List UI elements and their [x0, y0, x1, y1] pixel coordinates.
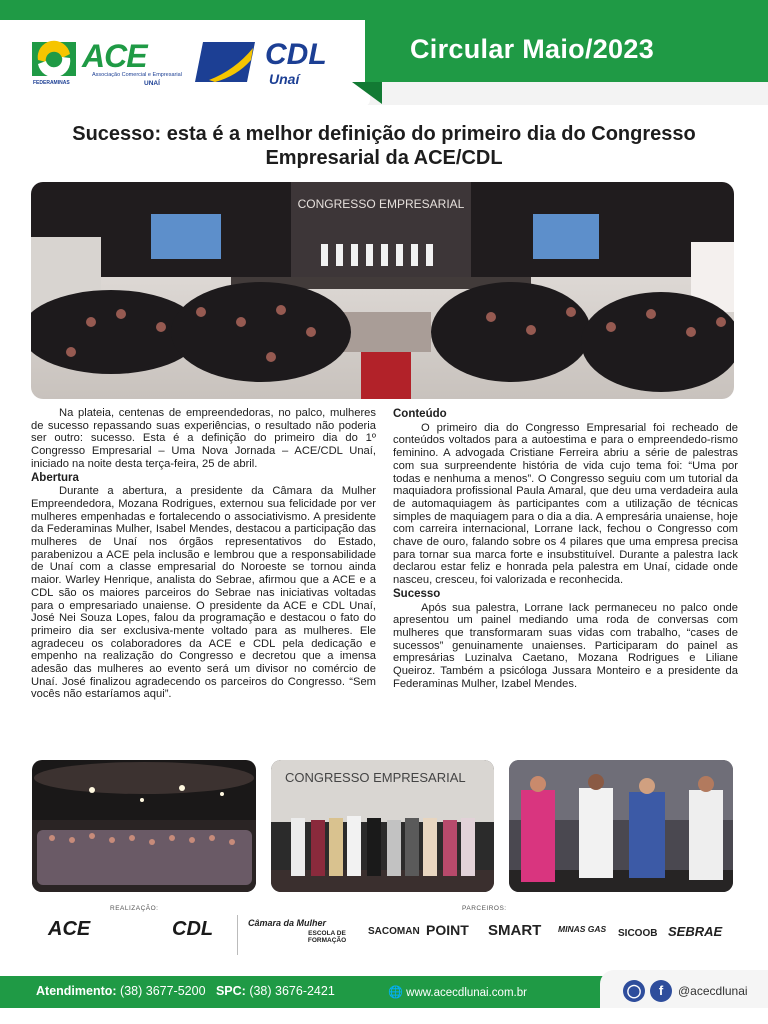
sponsor-ace-logo: ACE: [48, 918, 91, 940]
sponsor-sacoman-logo: SACOMAN: [368, 926, 420, 937]
sponsor-sebrae-logo: SEBRAE: [668, 924, 723, 939]
main-photo-congress-audience: [31, 182, 734, 399]
header-top-stripe: [0, 0, 768, 20]
article-left-column: [31, 407, 376, 701]
main-photo-backdrop-text: CONGRESSO EMPRESARIAL: [297, 197, 465, 211]
sponsor-cdl-logo: CDL: [172, 918, 214, 940]
spc-phone[interactable]: (38) 3676-2421: [249, 984, 335, 998]
cdl-logo: [195, 40, 335, 90]
sponsor-minas-gas-logo: MINAS GAS: [558, 924, 607, 934]
footer-bottom-strip: [0, 1008, 768, 1024]
header-notch: [352, 82, 382, 104]
article-right-column: [393, 407, 738, 690]
cdl-logo-city: Unaí: [269, 71, 300, 87]
sponsor-sicoob-logo: SICOOB: [618, 928, 658, 939]
sucesso-paragraph: Após sua palestra, Lorrane Iack permaneceu no palco onde apresentou um painel mediando uma roda de conversas com mulheres que transformaram suas vidas com trabalho, “cases de sucessos” genuinamente unaienses. Participaram do painel as empresárias Luzinalva Caetano, Mozana Rodrigues e Liliane Queiroz. Também a psicóloga Jussara Monteiro e a presidente da Federaminas Mulher, Izabel Mendes.: [393, 601, 738, 690]
intro-paragraph: Na plateia, centenas de empreendedoras, no palco, mulheres de sucesso repassando suas experiências, o resultado não poderia ser outro: sucesso. Esta é a definição do primeiro dia do 1º Congresso Empresarial – Uma Nova Jornada – ACE/CDL Unaí, iniciado na noite desta terça-feira, 25 de abril.: [31, 407, 376, 470]
article-headline: Sucesso: esta é a melhor definição do primeiro dia do Congresso Empresarial da ACE/CDL: [72, 123, 696, 169]
atendimento-phone[interactable]: (38) 3677-5200: [120, 984, 206, 998]
sponsor-camara-mulher-logo: Câmara da Mulher: [248, 918, 327, 928]
photo-panel-speakers: [509, 760, 733, 892]
ace-logo-text: ACE: [82, 38, 147, 74]
photo-hall-audience: [32, 760, 256, 892]
spc-label: SPC:: [215, 984, 246, 998]
sponsor-divider: [237, 915, 238, 955]
sponsor-escola-logo: ESCOLA DE FORMAÇÃO: [307, 930, 347, 944]
photo2-backdrop-text: CONGRESSO EMPRESARIAL: [285, 770, 466, 785]
section-heading-conteudo: Conteúdo: [393, 408, 447, 420]
section-heading-abertura: Abertura: [31, 471, 79, 484]
ace-logo-city: UNAÍ: [144, 80, 160, 87]
realizacao-label: REALIZAÇÃO:: [110, 905, 159, 912]
sponsor-point-logo: POINT: [426, 922, 469, 938]
circular-title: Circular Maio/2023: [410, 34, 655, 64]
atendimento-label: Atendimento:: [36, 984, 117, 998]
social-handle[interactable]: @acecdlunai: [678, 984, 748, 998]
section-heading-sucesso: Sucesso: [393, 587, 441, 600]
abertura-paragraph: Durante a abertura, a presidente da Câmara da Mulher Empreendedora, Mozana Rodrigues, externou sua felicidade por ver mulheres empenhadas e fortalecendo o associativismo. A presidente da Federaminas Mulher, Isabel Mendes, destacou a participação das mulheres de Unaí nos órgãos representativos do Estado, parabenizou a ACE pela inclusão e lembrou que a responsabilidade de Unaí com a classe empresarial do Noroeste se tornou ainda maior. Warley Henrique, analista do Sebrae, afirmou que a ACE e a CDL são os maiores parceiros do Sebrae nas iniciativas voltadas para o empresariado unaiense. O presidente da ACE e CDL Unaí, José Nei Souza Lopes, falou da programação e destacou o fato do primeiro dia ser exclusiva-mente voltado para as mulheres. Ele agradeceu os colaboradores da ACE e CDL pela dedicação e empenho na realização do Congresso e decretou que a imensa adesão das mulheres ao evento será um divisor no comércio de Unaí. José finalizou agradecendo os parceiros do Congresso. “Sem vocês não estaríamos aqui”.: [31, 485, 376, 701]
cdl-logo-text: CDL: [265, 38, 327, 71]
website-link[interactable]: www.acecdlunai.com.br: [406, 987, 527, 999]
sponsor-smart-logo: SMART: [488, 922, 542, 939]
ace-logo-subtitle: Associação Comercial e Empresarial: [92, 72, 182, 78]
footer-contacts: [36, 984, 335, 998]
globe-icon: 🌐: [388, 985, 403, 999]
instagram-icon[interactable]: ◯: [623, 980, 645, 1002]
ace-logo-federaminas: FEDERAMINAS: [33, 80, 70, 86]
facebook-icon[interactable]: f: [650, 980, 672, 1002]
photo-stage-speakers: [271, 760, 494, 892]
header: [0, 0, 768, 105]
footer-website[interactable]: [388, 985, 527, 999]
conteudo-paragraph: O primeiro dia do Congresso Empresarial foi recheado de conteúdos voltados para a autoestima e para o empreendedo-rismo feminino. A advogada Cristiane Ferreira abriu a série de palestras com sua surpreendente história de vida cujo tema foi: “Uma por todas e nenhuma a menos”. O Congresso seguiu com um tutorial da maquiadora profissional Paula Amaral, que deu uma verdadeira aula de automaquiagem às participantes com a utilização de técnicas simples de maquiagem para o dia a dia. A empresária unaiense, hoje com carreira internacional, Lorrane Iack, fechou o Congresso com chave de ouro, falando sobre os 4 pilares que uma empresa precisa para tornar sua marca forte e insubstituível. Durante a palestra Iack declarou estar feliz e honrada pela palestra em Unaí, cidade onde nasceu, cresceu, foi valorizada e reconhecida.: [393, 421, 738, 587]
parceiros-label: PARCEIROS:: [462, 905, 507, 912]
ace-logo: [32, 38, 182, 90]
